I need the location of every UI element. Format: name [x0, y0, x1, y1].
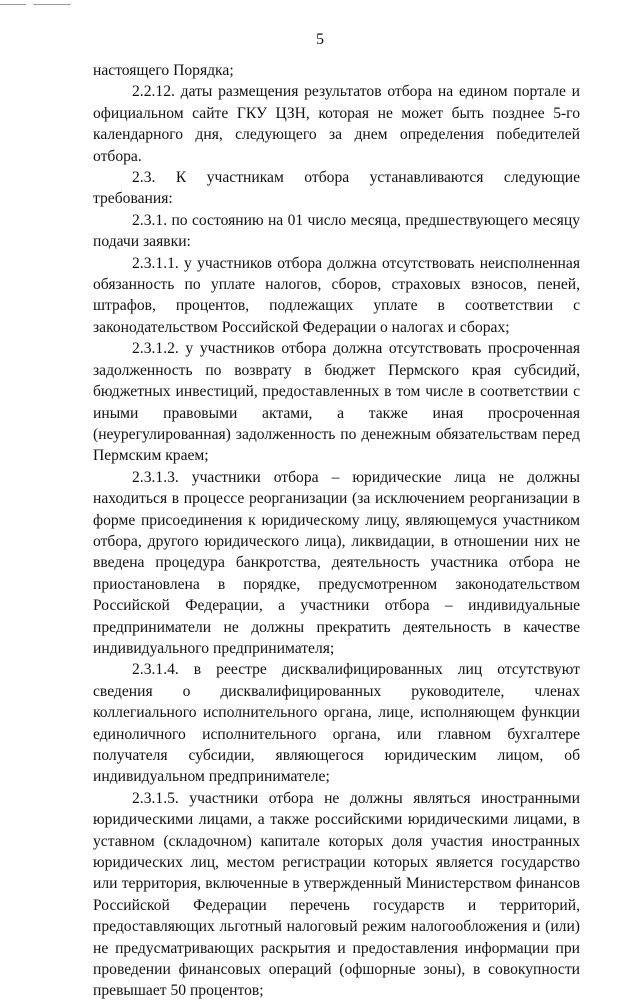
paragraph-2-3-1-3: 2.3.1.3. участники отбора – юридические лица не должны находиться в процессе реорганизации (за исключением реорганизации в форме присоединения к юридическому лицу, являющемуся участником отбора, другого юридического лица), ликвидации, в отношении них не введена процедура банкротства, деятельность участника отбора не приостановлена в порядке, предусмотренном законодательством Российской Федерации, а участники отбора – индивидуальные предприниматели не должны прекратить деятельность в качестве индивидуального предпринимателя; [93, 468, 580, 657]
paragraph-2-3: 2.3. К участникам отбора устанавливаются следующие требования: [93, 169, 580, 208]
scan-edge-mark [33, 4, 71, 5]
paragraph-2-2-12: 2.2.12. даты размещения результатов отбора на едином портале и официальном сайте ГКУ ЦЗН, которая не может быть позднее 5-го календарного дня, следующего за днем определения победителей отбора. [93, 83, 580, 165]
paragraph-2-3-1-4: 2.3.1.4. в реестре дисквалифицированных лиц отсутствуют сведения о дисквалифицированных руководителе, членах коллегиального исполнительного органа, лице, исполняющем функции единоличного исполнительного органа, или главном бухгалтере получателя субсидии, являющегося юридическим лицом, об индивидуальном предпринимателе; [93, 661, 580, 786]
page-number: 5 [316, 31, 324, 48]
document-body [93, 60, 580, 1002]
paragraph-2-3-1-2: 2.3.1.2. у участников отбора должна отсутствовать просроченная задолженность по возврату в бюджет Пермского края субсидий, бюджетных инвестиций, предоставленных в том числе в соответствии с иными правовыми актами, а также иная просроченная (неурегулированная) задолженность по денежным обязательствам перед Пермским краем; [93, 340, 580, 465]
paragraph-continuation: настоящего Порядка; [93, 62, 234, 79]
scan-edge-mark [0, 4, 26, 5]
paragraph-2-3-1-1: 2.3.1.1. у участников отбора должна отсутствовать неисполненная обязанность по уплате налогов, сборов, страховых взносов, пеней, штрафов, процентов, подлежащих уплате в соответствии с законодательством Российской Федерации о налогах и сборах; [93, 254, 580, 336]
paragraph-2-3-1: 2.3.1. по состоянию на 01 число месяца, предшествующего месяцу подачи заявки: [93, 211, 580, 251]
paragraph-2-3-1-5: 2.3.1.5. участники отбора не должны являться иностранными юридическими лицами, а также российскими юридическими лицами, в уставном (складочном) капитале которых доля участия иностранных юридических лиц, местом регистрации которых является государство или территория, включенные в утвержденный Министерством финансов Российской Федерации перечень государств и территорий, предоставляющих льготный налоговый режим налогообложения и (или) не предусматривающих раскрытия и предоставления информации при проведении финансовых операций (офшорные зоны), в совокупности превышает 50 процентов; [93, 789, 580, 1000]
